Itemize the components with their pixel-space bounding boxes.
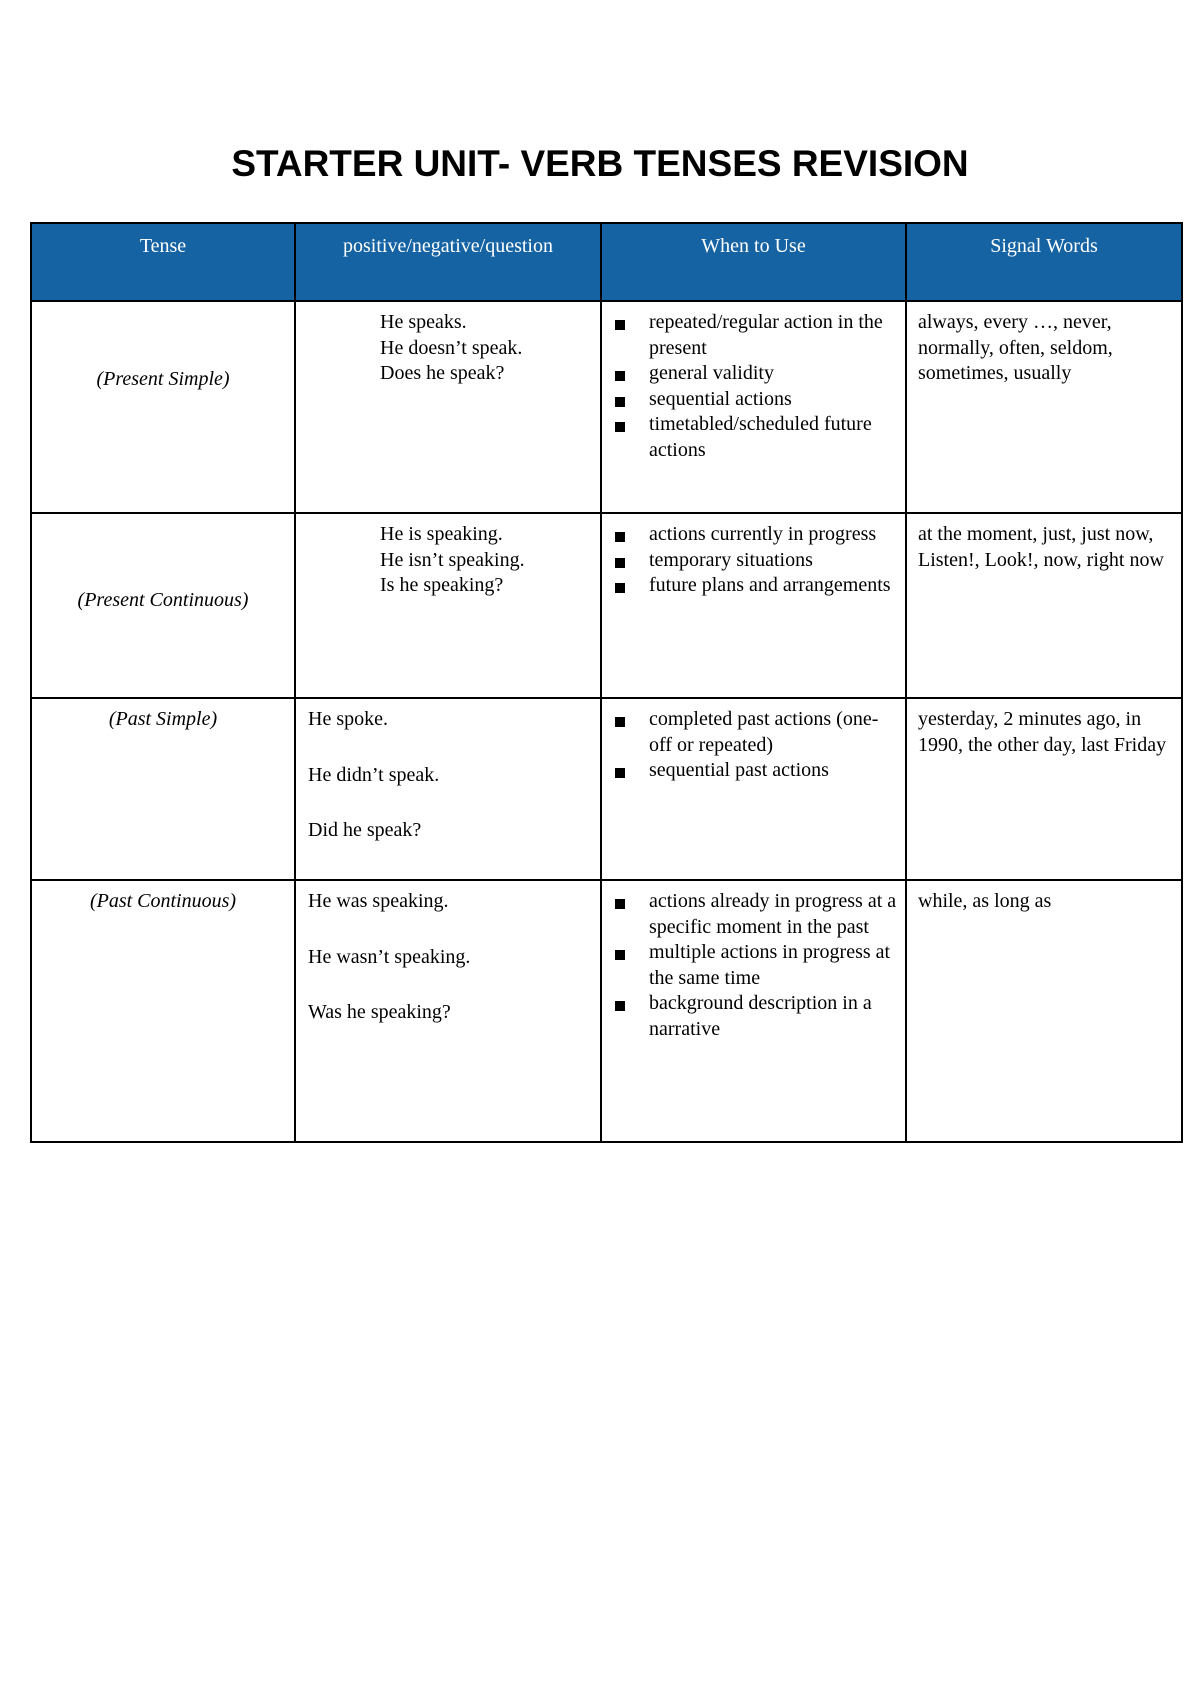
- tense-name: (Present Continuous): [77, 588, 249, 611]
- negative-form: He doesn’t speak.: [380, 336, 523, 359]
- header-when-to-use: When to Use: [601, 223, 906, 301]
- use-item: repeated/regular action in the present: [649, 310, 897, 361]
- uses-cell: [601, 301, 906, 513]
- verb-tenses-table: [30, 222, 1183, 1143]
- positive-form: He spoke.: [308, 708, 388, 730]
- use-item: future plans and arrangements: [649, 573, 897, 599]
- use-item: general validity: [649, 361, 897, 387]
- positive-form: He was speaking.: [308, 890, 449, 912]
- forms-cell: [295, 513, 601, 698]
- header-signal-words: Signal Words: [906, 223, 1182, 301]
- use-item: completed past actions (one-off or repeated): [649, 707, 897, 758]
- tense-cell: [31, 880, 295, 1142]
- negative-form: He wasn’t speaking.: [308, 945, 471, 968]
- signal-words-cell: [906, 880, 1182, 1142]
- use-item: temporary situations: [649, 548, 897, 574]
- signal-words: yesterday, 2 minutes ago, in 1990, the other day, last Friday: [918, 708, 1167, 756]
- signal-words: at the moment, just, just now, Listen!, Look!, now, right now: [918, 523, 1164, 571]
- use-item: multiple actions in progress at the same time: [649, 940, 897, 991]
- uses-cell: [601, 880, 906, 1142]
- uses-cell: [601, 513, 906, 698]
- signal-words: always, every …, never, normally, often, seldom, sometimes, usually: [918, 311, 1113, 384]
- question-form: Did he speak?: [308, 819, 422, 841]
- table-row: [31, 880, 1182, 1142]
- header-tense: Tense: [31, 223, 295, 301]
- header-forms: positive/negative/question: [295, 223, 601, 301]
- positive-form: He is speaking.: [380, 523, 503, 545]
- negative-form: He isn’t speaking.: [380, 548, 525, 571]
- signal-words-cell: [906, 698, 1182, 880]
- use-item: actions already in progress at a specific moment in the past: [649, 889, 897, 940]
- tense-cell: [31, 698, 295, 880]
- uses-list: [602, 514, 905, 599]
- use-item: actions currently in progress: [649, 522, 897, 548]
- use-item: timetabled/scheduled future actions: [649, 412, 897, 463]
- signal-words-cell: [906, 513, 1182, 698]
- question-form: Was he speaking?: [308, 1001, 451, 1023]
- table-row: [31, 301, 1182, 513]
- uses-list: [602, 881, 905, 1042]
- uses-cell: [601, 698, 906, 880]
- tense-cell: [31, 301, 295, 513]
- forms-cell: [295, 880, 601, 1142]
- tense-name: (Past Continuous): [89, 890, 237, 912]
- use-item: sequential actions: [649, 387, 897, 413]
- tense-name: (Present Simple): [96, 368, 230, 390]
- uses-list: [602, 302, 905, 463]
- uses-list: [602, 699, 905, 784]
- question-form: Does he speak?: [380, 362, 505, 384]
- signal-words: while, as long as: [918, 890, 1052, 912]
- table-row: [31, 513, 1182, 698]
- question-form: Is he speaking?: [380, 574, 504, 596]
- negative-form: He didn’t speak.: [308, 763, 440, 786]
- table-header-row: [31, 223, 1182, 301]
- signal-words-cell: [906, 301, 1182, 513]
- positive-form: He speaks.: [380, 311, 467, 333]
- page-title: STARTER UNIT- VERB TENSES REVISION: [231, 143, 969, 184]
- forms-cell: [295, 698, 601, 880]
- tense-name: (Past Simple): [108, 708, 218, 730]
- tense-cell: [31, 513, 295, 698]
- table-row: [31, 698, 1182, 880]
- forms-cell: [295, 301, 601, 513]
- use-item: sequential past actions: [649, 758, 897, 784]
- use-item: background description in a narrative: [649, 991, 897, 1042]
